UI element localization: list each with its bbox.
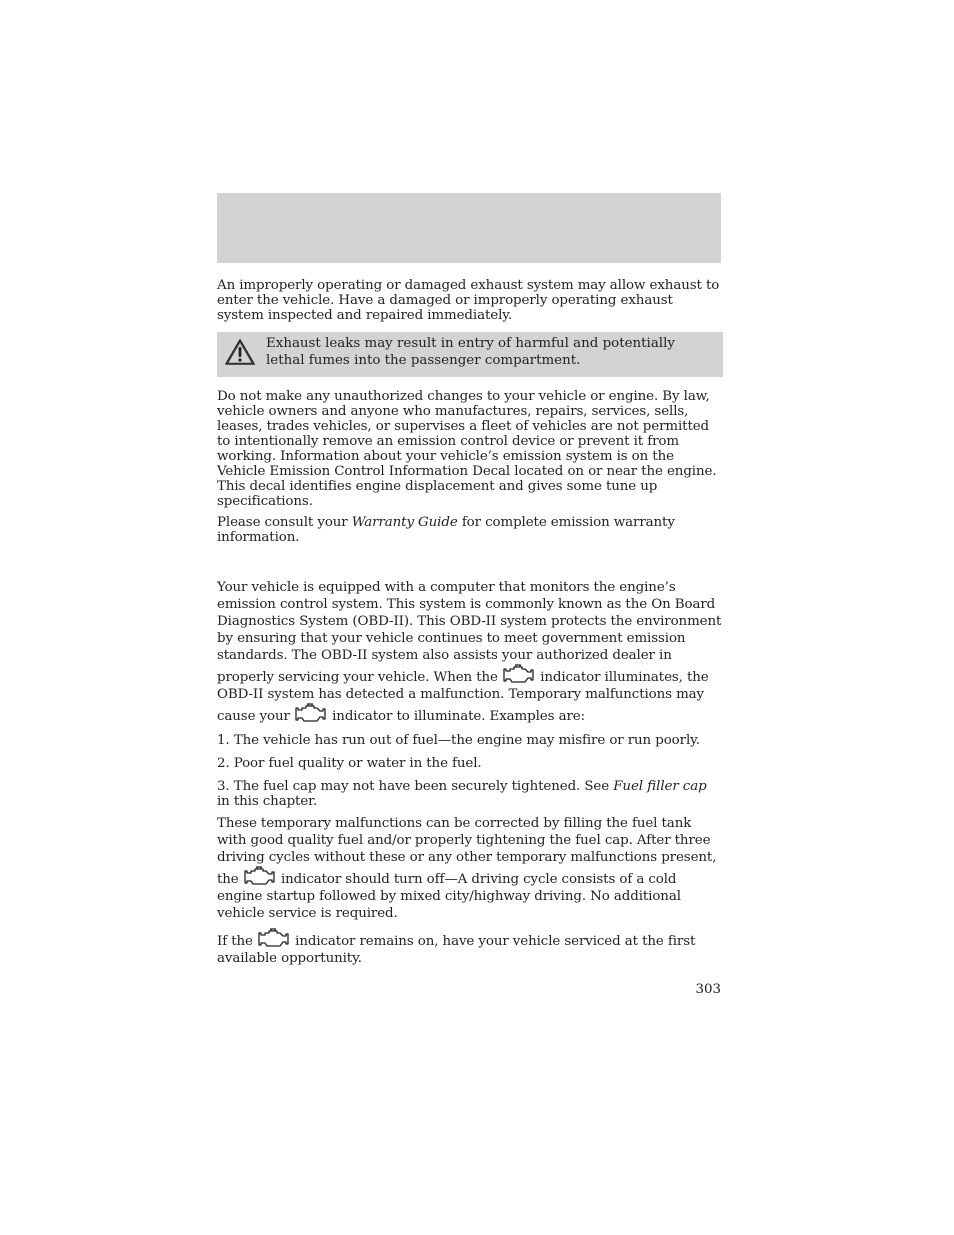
check-engine-icon bbox=[257, 928, 291, 950]
check-engine-icon bbox=[502, 664, 536, 686]
unauthorized-changes-paragraph: Do not make any unauthorized changes to your vehicle or engine. By law, vehicle owners and anyone who manufactures, repairs, services, sells, leases, trades vehicles, or supervises a fleet of vehicles are not permitted to intentionally remove an emission control device or prevent it from working. Information about your vehicle’s emission system is on the Vehicle Emission Control Information Decal located on or near the engine. This decal identifies engine displacement and gives some tune up specifications. bbox=[217, 389, 717, 509]
obd-text-3: indicator to illuminate. Examples are: bbox=[327, 709, 585, 724]
warranty-text-after: for complete emission warranty information. bbox=[217, 515, 675, 545]
example-item-3-text-end: in this chapter. bbox=[217, 794, 318, 809]
obd-text-1: Your vehicle is equipped with a computer that monitors the engine’s emission control system. This system is commonly known as the On Board Diagnostics System (OBD-II). This OBD-II system protects the environment by ensuring that your vehicle continues to meet government emission standards. The OBD-II system also assists your authorized dealer in properly servicing your vehicle. When the bbox=[217, 580, 722, 685]
example-item-3-text: 3. The fuel cap may not have been securely tightened. See bbox=[217, 779, 614, 794]
warning-triangle-icon bbox=[224, 338, 256, 366]
indicator-remains-text-2: indicator remains on, have your vehicle serviced at the first available opportunity. bbox=[217, 934, 696, 966]
check-engine-icon bbox=[294, 703, 328, 725]
temporary-malfunctions-text-2: indicator should turn off—A driving cycle consists of a cold engine startup followed by mixed city/highway driving. No additional vehicle service is required. bbox=[217, 872, 681, 921]
page-number: 303 bbox=[695, 982, 721, 997]
example-item-1: 1. The vehicle has run out of fuel—the engine may misfire or run poorly. bbox=[217, 733, 700, 748]
obd-text-2: indicator illuminates, the OBD-II system has detected a malfunction. Temporary malfunctions may cause your bbox=[217, 670, 709, 724]
temporary-malfunctions-paragraph bbox=[217, 815, 723, 922]
obd-paragraph bbox=[217, 579, 723, 725]
warning-text: Exhaust leaks may result in entry of harmful and potentially lethal fumes into the passenger compartment. bbox=[266, 336, 675, 368]
check-engine-icon bbox=[243, 866, 277, 888]
warning-box bbox=[217, 332, 723, 377]
indicator-remains-text-1: If the bbox=[217, 934, 257, 949]
example-item-2: 2. Poor fuel quality or water in the fuel. bbox=[217, 756, 482, 771]
section-header-band bbox=[217, 193, 721, 263]
intro-paragraph: An improperly operating or damaged exhaust system may allow exhaust to enter the vehicle. Have a damaged or improperly operating exhaust system inspected and repaired immediately. bbox=[217, 278, 720, 323]
obd-section bbox=[217, 579, 723, 967]
temporary-malfunctions-text-1: These temporary malfunctions can be corrected by filling the fuel tank with good quality fuel and/or properly tightening the fuel cap. After three driving cycles without these or any other temporary malfunctions present, the bbox=[217, 816, 717, 887]
page-content bbox=[217, 278, 723, 967]
example-item-3 bbox=[217, 779, 723, 809]
fuel-filler-cap-reference: Fuel filler cap bbox=[613, 779, 707, 794]
warranty-guide-reference: Warranty Guide bbox=[351, 515, 458, 530]
indicator-remains-on-paragraph bbox=[217, 928, 723, 967]
warranty-text-before: Please consult your bbox=[217, 515, 352, 530]
warranty-paragraph bbox=[217, 515, 723, 545]
